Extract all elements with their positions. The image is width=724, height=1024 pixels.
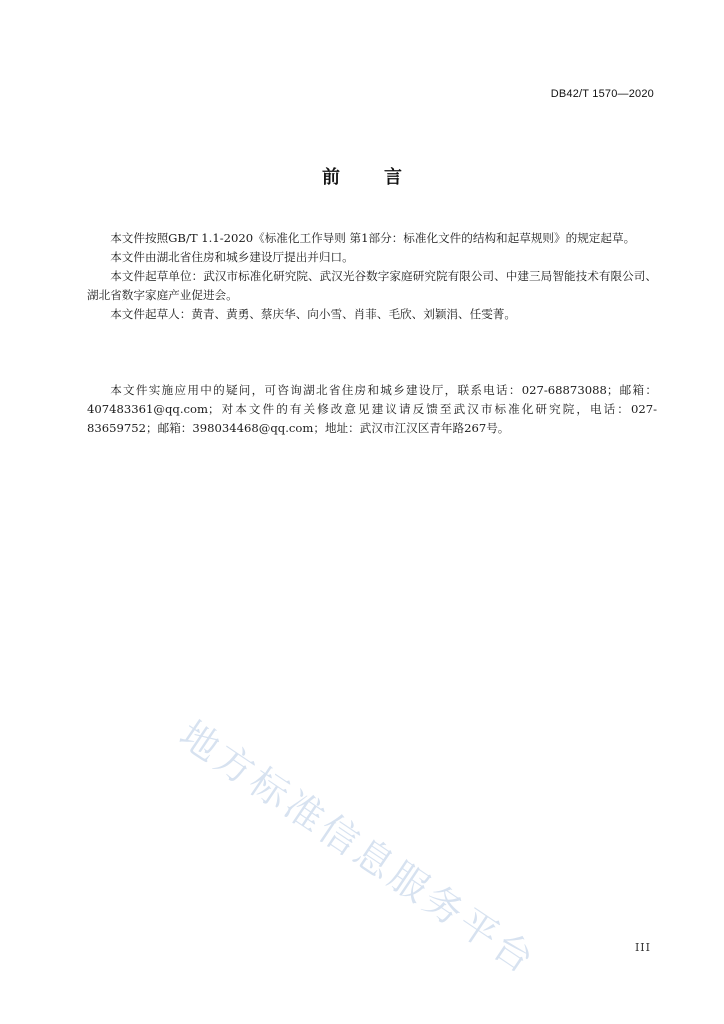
page-number: III xyxy=(634,941,651,954)
document-code: DB42/T 1570—2020 xyxy=(550,88,654,100)
page-title xyxy=(0,163,724,189)
paragraph-contact: 本文件实施应用中的疑问，可咨询湖北省住房和城乡建设厅，联系电话：027-68873088；邮箱：407483361@qq.com；对本文件的有关修改意见建议请反馈至武汉市标准化研究院，电话：027-83659752；邮箱：398034468@qq.com；地址：武汉市江汉区青年路267号。 xyxy=(87,383,657,435)
watermark: 地方标准信息服务平台 xyxy=(171,712,545,984)
paragraph-drafting-rules: 本文件按照GB/T 1.1-2020《标准化工作导则 第1部分：标准化文件的结构和起草规则》的规定起草。 xyxy=(110,231,636,245)
foreword-body xyxy=(87,229,657,324)
paragraph-drafting-units: 本文件起草单位：武汉市标准化研究院、武汉光谷数字家庭研究院有限公司、中建三局智能技术有限公司、湖北省数字家庭产业促进会。 xyxy=(87,269,657,302)
paragraph-drafters: 本文件起草人：黄青、黄勇、蔡庆华、向小雪、肖菲、毛欣、刘颖涓、任雯菁。 xyxy=(110,307,516,321)
contact-section xyxy=(87,381,657,438)
title-char-2: 言 xyxy=(384,167,402,188)
paragraph-proposer: 本文件由湖北省住房和城乡建设厅提出并归口。 xyxy=(110,250,354,264)
title-char-1: 前 xyxy=(322,167,340,188)
